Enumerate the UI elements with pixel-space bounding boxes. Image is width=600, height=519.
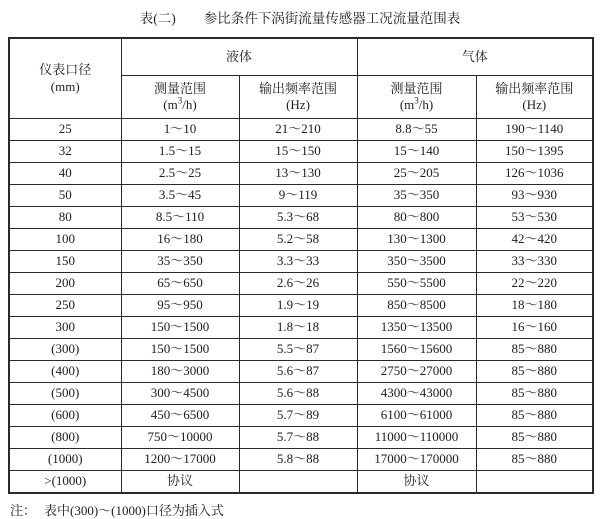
cell-liquid-freq: 5.6～88 (239, 383, 357, 405)
cell-gas-freq: 190～1140 (476, 119, 593, 141)
flow-range-table (8, 37, 594, 494)
measure-unit (122, 97, 239, 113)
cell-gas-freq: 22～220 (476, 273, 593, 295)
cell-gas-freq: 93～930 (476, 185, 593, 207)
cell-liquid-freq: 5.8～88 (239, 449, 357, 471)
table-title-text: 参比条件下涡街流量传感器工况流量范围表 (203, 11, 461, 26)
freq-label: 输出频率范围 (495, 80, 574, 96)
cell-gas-measure: 25～205 (357, 163, 476, 185)
cell-gas-measure: 1560～15600 (357, 339, 476, 361)
cell-diameter: 200 (9, 273, 121, 295)
cell-liquid-measure: 150～1500 (121, 339, 239, 361)
cell-liquid-freq: 3.3～33 (239, 251, 357, 273)
cell-liquid-measure: 2.5～25 (121, 163, 239, 185)
header-gas-freq (476, 76, 593, 119)
cell-liquid-freq: 2.6～26 (239, 273, 357, 295)
cell-gas-measure: 2750～27000 (357, 361, 476, 383)
measure-unit-pre: (m (399, 97, 415, 112)
header-diameter (9, 38, 121, 119)
table-row (9, 141, 593, 163)
table-row (9, 163, 593, 185)
diameter-unit: (mm) (50, 78, 80, 94)
measure-unit (358, 97, 476, 113)
table-row (9, 251, 593, 273)
table-row (9, 361, 593, 383)
cell-liquid-measure: 3.5～45 (121, 185, 239, 207)
table-row (9, 427, 593, 449)
cell-gas-measure: 550～5500 (357, 273, 476, 295)
cell-liquid-freq (239, 471, 357, 494)
cell-gas-freq: 33～330 (476, 251, 593, 273)
cell-liquid-freq: 15～150 (239, 141, 357, 163)
cell-gas-freq: 53～530 (476, 207, 593, 229)
cell-liquid-measure: 65～650 (121, 273, 239, 295)
cell-liquid-measure: 95～950 (121, 295, 239, 317)
cell-diameter: (300) (9, 339, 121, 361)
footnote-text: 表中(300)～(1000)口径为插入式 (44, 503, 224, 518)
cell-liquid-freq: 5.3～68 (239, 207, 357, 229)
cell-gas-freq: 126～1036 (476, 163, 593, 185)
cell-liquid-freq: 1.8～18 (239, 317, 357, 339)
table-row (9, 185, 593, 207)
cell-gas-freq: 85～880 (476, 383, 593, 405)
cell-liquid-measure: 300～4500 (121, 383, 239, 405)
table-row (9, 339, 593, 361)
cell-gas-freq (476, 471, 593, 494)
cell-gas-measure: 80～800 (357, 207, 476, 229)
cell-gas-freq: 85～880 (476, 339, 593, 361)
cell-gas-freq: 150～1395 (476, 141, 593, 163)
cell-liquid-measure: 8.5～110 (121, 207, 239, 229)
cell-gas-freq: 42～420 (476, 229, 593, 251)
table-row (9, 449, 593, 471)
cell-diameter: (500) (9, 383, 121, 405)
header-gas-measure (357, 76, 476, 119)
cell-liquid-measure: 150～1500 (121, 317, 239, 339)
cell-diameter: (600) (9, 405, 121, 427)
table-row (9, 273, 593, 295)
measure-unit-post: /h) (182, 97, 197, 112)
cell-gas-freq: 16～160 (476, 317, 593, 339)
cell-liquid-freq: 5.5～87 (239, 339, 357, 361)
header-liquid-group: 液体 (121, 38, 357, 76)
table-row (9, 383, 593, 405)
measure-unit-pre: (m (163, 97, 178, 112)
cell-gas-measure: 15～140 (357, 141, 476, 163)
cell-diameter: 150 (9, 251, 121, 273)
header-group-row (9, 38, 593, 76)
cell-gas-freq: 85～880 (476, 361, 593, 383)
freq-unit: (Hz) (522, 97, 547, 112)
cell-gas-measure: 11000～110000 (357, 427, 476, 449)
cell-gas-freq: 18～180 (476, 295, 593, 317)
cell-diameter: 300 (9, 317, 121, 339)
cell-liquid-freq: 13～130 (239, 163, 357, 185)
table-row (9, 119, 593, 141)
freq-unit: (Hz) (286, 97, 310, 112)
header-liquid-measure (121, 76, 239, 119)
cell-liquid-measure: 450～6500 (121, 405, 239, 427)
cell-liquid-measure: 750～10000 (121, 427, 239, 449)
cell-diameter: 80 (9, 207, 121, 229)
footnote-label: 注： (10, 503, 37, 518)
cell-gas-measure: 4300～43000 (357, 383, 476, 405)
table-row (9, 207, 593, 229)
table-row (9, 471, 593, 494)
cell-gas-measure: 130～1300 (357, 229, 476, 251)
cell-liquid-freq: 5.7～89 (239, 405, 357, 427)
table-row (9, 229, 593, 251)
cell-diameter: 50 (9, 185, 121, 207)
cell-liquid-measure: 1.5～15 (121, 141, 239, 163)
cell-gas-measure: 35～350 (357, 185, 476, 207)
cell-gas-measure: 6100～61000 (357, 405, 476, 427)
cell-liquid-freq: 5.2～58 (239, 229, 357, 251)
header-liquid-freq (239, 76, 357, 119)
table-body (9, 119, 593, 494)
cell-liquid-measure: 16～180 (121, 229, 239, 251)
cell-liquid-measure: 180～3000 (121, 361, 239, 383)
cell-gas-measure: 1350～13500 (357, 317, 476, 339)
table-row (9, 317, 593, 339)
cell-diameter: 100 (9, 229, 121, 251)
cell-gas-measure: 8.8～55 (357, 119, 476, 141)
cell-liquid-measure: 35～350 (121, 251, 239, 273)
cell-diameter: 25 (9, 119, 121, 141)
measure-unit-post: /h) (418, 97, 434, 112)
cell-liquid-measure: 协议 (121, 471, 239, 494)
freq-label: 输出频率范围 (259, 80, 338, 96)
cell-gas-freq: 85～880 (476, 405, 593, 427)
cell-liquid-freq: 5.7～88 (239, 427, 357, 449)
diameter-label: 仪表口径 (39, 62, 92, 78)
cell-diameter: (800) (9, 427, 121, 449)
footnote (10, 500, 600, 519)
cell-liquid-freq: 21～210 (239, 119, 357, 141)
cell-diameter: >(1000) (9, 471, 121, 494)
cell-gas-freq: 85～880 (476, 449, 593, 471)
cell-diameter: 32 (9, 141, 121, 163)
cell-gas-measure: 350～3500 (357, 251, 476, 273)
measure-label: 测量范围 (390, 80, 443, 96)
cell-gas-measure: 850～8500 (357, 295, 476, 317)
measure-label: 测量范围 (153, 80, 206, 96)
header-gas-group: 气体 (357, 38, 593, 76)
cell-liquid-measure: 1～10 (121, 119, 239, 141)
cell-diameter: (400) (9, 361, 121, 383)
cell-diameter: 250 (9, 295, 121, 317)
cell-gas-freq: 85～880 (476, 427, 593, 449)
cell-gas-measure: 17000～170000 (357, 449, 476, 471)
table-row (9, 295, 593, 317)
cell-liquid-freq: 9～119 (239, 185, 357, 207)
cell-diameter: 40 (9, 163, 121, 185)
table-number: 表(二) (139, 11, 176, 26)
table-row (9, 405, 593, 427)
measure-unit-sup: 3 (414, 95, 419, 106)
cell-liquid-freq: 5.6～87 (239, 361, 357, 383)
cell-gas-measure: 协议 (357, 471, 476, 494)
cell-liquid-freq: 1.9～19 (239, 295, 357, 317)
page-title (0, 0, 600, 27)
measure-unit-sup: 3 (177, 95, 183, 106)
cell-liquid-measure: 1200～17000 (121, 449, 239, 471)
cell-diameter: (1000) (9, 449, 121, 471)
table-header (9, 38, 593, 119)
